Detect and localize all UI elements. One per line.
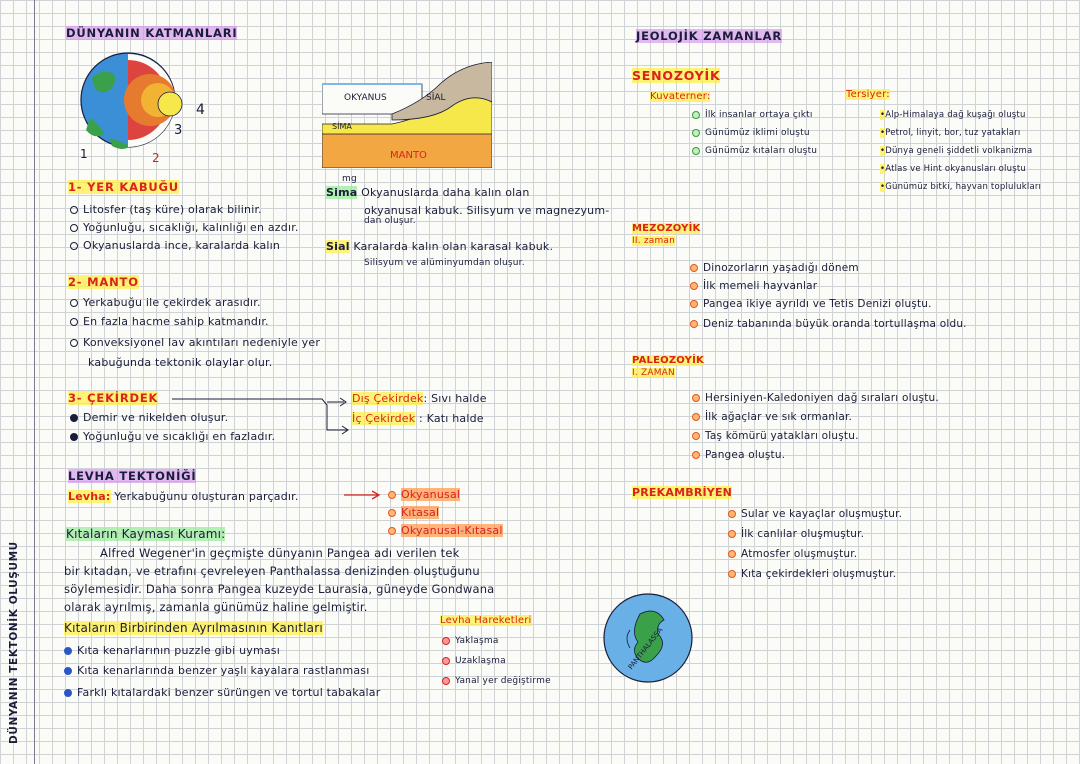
globe-label-3: 3: [174, 123, 183, 138]
page-title: DÜNYANIN KATMANLARI: [66, 26, 238, 40]
precambrian-item: Kıta çekirdekleri oluşmuştur.: [728, 568, 896, 581]
mantle-item: Konveksiyonel lav akıntıları nedeniyle yer: [70, 336, 320, 349]
plate-type: Kıtasal: [388, 506, 439, 519]
globe-label-4: 4: [196, 102, 205, 118]
mesozoic-item: İlk memeli hayvanlar: [690, 280, 817, 293]
core-heading: 3- ÇEKİRDEK: [68, 391, 159, 405]
movement-item: Yanal yer değiştirme: [442, 676, 551, 687]
plate-type: Okyanusal: [388, 488, 460, 501]
plate-arrow: [344, 490, 384, 500]
geologic-times-title: JEOLOJİK ZAMANLAR: [636, 29, 782, 43]
precambrian-item: Sular ve kayaçlar oluşmuştur.: [728, 508, 902, 521]
tertiary-item: •Dünya geneli şiddetli volkanizma: [880, 146, 1033, 156]
core-item: Yoğunluğu ve sıcaklığı en fazladır.: [70, 430, 275, 443]
plate-definition: Levha: Yerkabuğunu oluşturan parçadır.: [68, 490, 299, 503]
pangea-globe: [600, 590, 696, 686]
sial-definition-cont: Silisyum ve alüminyumdan oluşur.: [364, 258, 525, 268]
mantle-heading: 2- MANTO: [68, 275, 139, 289]
crust-item: Okyanuslarda ince, karalarda kalın: [70, 239, 280, 252]
globe-label-1: 1: [80, 147, 88, 161]
outer-core: Dış Çekirdek: Sıvı halde: [352, 392, 487, 405]
margin-line: [34, 0, 35, 764]
movement-item: Yaklaşma: [442, 636, 499, 647]
quaternary-item: Günümüz iklimi oluştu: [692, 128, 810, 139]
mesozoic-sub: II. zaman: [632, 236, 676, 246]
sima-definition-cont2: dan oluşur.: [364, 216, 416, 226]
quaternary-heading: Kuvaterner:: [650, 91, 711, 102]
crust-cross-section: [322, 62, 492, 168]
evidence-item: Farklı kıtalardaki benzer sürüngen ve tortul tabakalar: [64, 686, 380, 699]
precambrian-item: İlk canlılar oluşmuştur.: [728, 528, 864, 541]
paleozoic-item: Taş kömürü yatakları oluştu.: [692, 430, 859, 443]
mantle-item: Yerkabuğu ile çekirdek arasıdır.: [70, 296, 261, 309]
inner-core: İç Çekirdek : Katı halde: [352, 412, 484, 425]
plate-type: Okyanusal-Kıtasal: [388, 524, 503, 537]
paleozoic-item: Hersiniyen-Kaledoniyen dağ sıraları oluştu.: [692, 392, 939, 405]
diagram-ocean-label: OKYANUS: [344, 93, 387, 103]
mesozoic-item: Dinozorların yaşadığı dönem: [690, 262, 859, 275]
crust-item: Litosfer (taş küre) olarak bilinir.: [70, 203, 262, 216]
sima-definition: Sima Okyanuslarda daha kalın olan: [326, 186, 530, 199]
mantle-item-cont: kabuğunda tektonik olaylar olur.: [88, 356, 273, 369]
diagram-manto-label: MANTO: [390, 150, 427, 161]
tertiary-item: •Günümüz bitki, hayvan toplulukları: [880, 182, 1042, 192]
evidence-item: Kıta kenarlarının puzzle gibi uyması: [64, 644, 280, 657]
precambrian-item: Atmosfer oluşmuştur.: [728, 548, 857, 561]
tertiary-heading: Tersiyer:: [846, 89, 890, 100]
drift-paragraph-4: olarak ayrılmış, zamanla günümüz haline gelmiştir.: [64, 600, 368, 614]
diagram-sial-label: SİAL: [426, 93, 446, 103]
tertiary-item: •Alp-Himalaya dağ kuşağı oluştu: [880, 110, 1026, 120]
cenozoic-heading: SENOZOYİK: [632, 68, 721, 83]
earth-layers-globe: [70, 48, 220, 166]
mesozoic-item: Pangea ikiye ayrıldı ve Tetis Denizi oluştu.: [690, 298, 932, 311]
side-title: DÜNYANIN TEKTONİK OLUŞUMU: [8, 541, 20, 744]
movement-item: Uzaklaşma: [442, 656, 506, 667]
precambrian-heading: PREKAMBRİYEN: [632, 486, 733, 499]
paleozoic-item: İlk ağaçlar ve sık ormanlar.: [692, 411, 852, 424]
evidence-heading: Kıtaların Birbirinden Ayrılmasının Kanıtları: [64, 621, 323, 635]
tertiary-item: •Atlas ve Hint okyanusları oluştu: [880, 164, 1026, 174]
core-branch-arrows: [172, 394, 352, 438]
paleozoic-sub: I. ZAMAN: [632, 368, 675, 378]
plate-tectonics-heading: LEVHA TEKTONİĞİ: [68, 469, 197, 483]
mesozoic-heading: MEZOZOYİK: [632, 223, 701, 234]
drift-paragraph-1: Alfred Wegener'in geçmişte dünyanın Pangea adı verilen tek: [100, 546, 460, 560]
sima-definition-cont: okyanusal kabuk. Silisyum ve magnezyum-: [364, 204, 610, 217]
mesozoic-item: Deniz tabanında büyük oranda tortullaşma oldu.: [690, 318, 967, 331]
quaternary-item: Günümüz kıtaları oluştu: [692, 146, 817, 157]
core-item: Demir ve nikelden oluşur.: [70, 411, 228, 424]
drift-paragraph-3: söylemesidir. Daha sonra Pangea kuzeyde Laurasia, güneyde Gondwana: [64, 582, 495, 596]
crust-heading: 1- YER KABUĞU: [68, 180, 179, 194]
drift-paragraph-2: bir kıtadan, ve etrafını çevreleyen Panthalassa denizinden oluştuğunu: [64, 564, 480, 578]
drift-heading: Kıtaların Kayması Kuramı:: [66, 527, 226, 541]
mantle-item: En fazla hacme sahip katmandır.: [70, 315, 269, 328]
paleozoic-heading: PALEOZOYİK: [632, 355, 704, 366]
tertiary-item: •Petrol, linyit, bor, tuz yatakları: [880, 128, 1021, 138]
quaternary-item: İlk insanlar ortaya çıktı: [692, 110, 813, 121]
movements-heading: Levha Hareketleri: [440, 615, 532, 626]
diagram-sima-label: SİMA: [332, 122, 352, 131]
sial-definition: Sial Karalarda kalın olan karasal kabuk.: [326, 240, 554, 253]
crust-item: Yoğunluğu, sıcaklığı, kalınlığı en azdır.: [70, 221, 299, 234]
evidence-item: Kıta kenarlarında benzer yaşlı kayalara rastlanması: [64, 664, 369, 677]
globe-label-2: 2: [152, 151, 160, 165]
panthalassa-label: PANTHALASSA: [626, 626, 665, 672]
sima-note: mg: [342, 174, 357, 184]
paleozoic-item: Pangea oluştu.: [692, 449, 785, 462]
